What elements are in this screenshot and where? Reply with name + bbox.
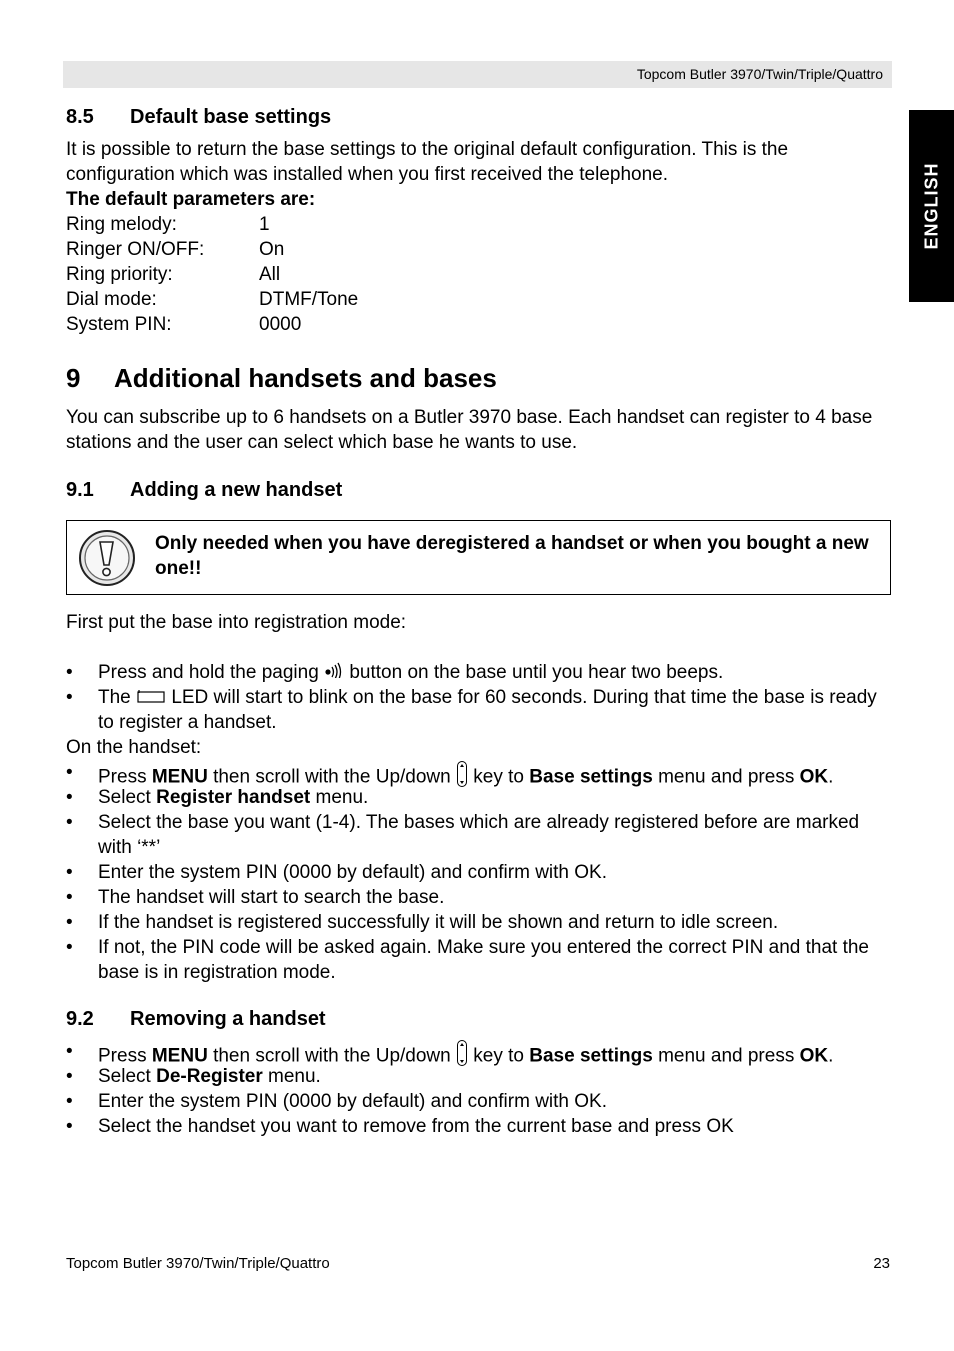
- param-key: Ring priority:: [66, 264, 173, 285]
- param-key: System PIN:: [66, 314, 172, 335]
- section-title: Default base settings: [130, 106, 332, 128]
- bullet: •: [66, 762, 73, 783]
- list-item: • Press and hold the paging button on the base until you hear two beeps.: [66, 660, 896, 685]
- bullet: •: [66, 687, 73, 708]
- chapter-title: Additional handsets and bases: [114, 363, 497, 393]
- warning-note: [66, 520, 891, 595]
- param-value: All: [259, 264, 281, 285]
- list-item: • Select Register handset menu.: [66, 787, 369, 808]
- bullet: •: [66, 812, 73, 833]
- section-number: 9.2: [66, 1008, 94, 1030]
- list-item: • The handset will start to search the base.: [66, 887, 445, 908]
- led-icon: [136, 685, 166, 710]
- bullet: •: [66, 937, 73, 958]
- bullet: •: [66, 912, 73, 933]
- list-item: • If the handset is registered successfully it will be shown and return to idle screen.: [66, 912, 779, 933]
- paging-icon: [324, 660, 344, 685]
- language-tab-label: ENGLISH: [921, 162, 941, 250]
- param-value: 0000: [259, 314, 302, 335]
- bullet: •: [66, 1091, 73, 1112]
- param-value: 1: [259, 214, 270, 235]
- footer-product: Topcom Butler 3970/Twin/Triple/Quattro: [66, 1255, 330, 1272]
- page-header: [63, 61, 892, 88]
- on-handset-label: On the handset:: [66, 737, 202, 758]
- registration-mode-intro: First put the base into registration mode:: [66, 612, 407, 633]
- section-number: 9.1: [66, 479, 94, 501]
- list-item: • Enter the system PIN (0000 by default) and confirm with OK.: [66, 1091, 608, 1112]
- note-text: Only needed when you have deregistered a handset or when you bought a new one!!: [155, 533, 869, 579]
- section-9-2-heading: [66, 1008, 326, 1031]
- param-value: DTMF/Tone: [259, 289, 359, 310]
- bullet: •: [66, 787, 73, 808]
- default-params-heading: The default parameters are:: [66, 189, 316, 210]
- section-8-5-intro: It is possible to return the base settings to the original default configuration. This is the configuration which was installed when you first received the telephone.: [66, 139, 789, 185]
- param-key: Dial mode:: [66, 289, 157, 310]
- param-key: Ring melody:: [66, 214, 177, 235]
- list-item: • Select De-Register menu.: [66, 1066, 321, 1087]
- list-item: • Enter the system PIN (0000 by default) and confirm with OK.: [66, 862, 608, 883]
- param-key: Ringer ON/OFF:: [66, 239, 205, 260]
- chapter-9-intro: You can subscribe up to 6 handsets on a Butler 3970 base. Each handset can register to 4 base stations and the user can select which base he wants to use.: [66, 407, 873, 453]
- section-title: Removing a handset: [130, 1008, 326, 1030]
- list-item: • Select the handset you want to remove from the current base and press OK: [66, 1116, 734, 1137]
- section-9-1-heading: [66, 479, 342, 502]
- bullet: •: [66, 887, 73, 908]
- section-8-5-heading: [66, 106, 331, 129]
- chapter-9-heading: [66, 363, 497, 394]
- section-title: Adding a new handset: [130, 479, 343, 501]
- exclamation-icon: [78, 529, 136, 592]
- list-item: • If not, the PIN code will be asked again. Make sure you entered the correct PIN and that the base is in registration mode.: [66, 937, 869, 983]
- param-value: On: [259, 239, 285, 260]
- bullet: •: [66, 1066, 73, 1087]
- bullet: •: [66, 1041, 73, 1062]
- section-number: 8.5: [66, 106, 94, 128]
- list-item: • Press MENU then scroll with the Up/down key to Base settings menu and press OK.: [66, 760, 896, 795]
- header-product: Topcom Butler 3970/Twin/Triple/Quattro: [636, 66, 883, 82]
- page-number: 23: [873, 1255, 890, 1272]
- bullet: •: [66, 862, 73, 883]
- list-item: • Select the base you want (1-4). The bases which are already registered before are marked with ‘**’: [66, 812, 860, 858]
- list-item: • Press MENU then scroll with the Up/down key to Base settings menu and press OK.: [66, 1039, 896, 1074]
- language-tab: [909, 110, 954, 302]
- bullet: •: [66, 1116, 73, 1137]
- chapter-number: 9: [66, 363, 81, 393]
- bullet: •: [66, 662, 73, 683]
- list-item: • The LED will start to blink on the base for 60 seconds. During that time the base is ready to register a handset.: [66, 687, 877, 734]
